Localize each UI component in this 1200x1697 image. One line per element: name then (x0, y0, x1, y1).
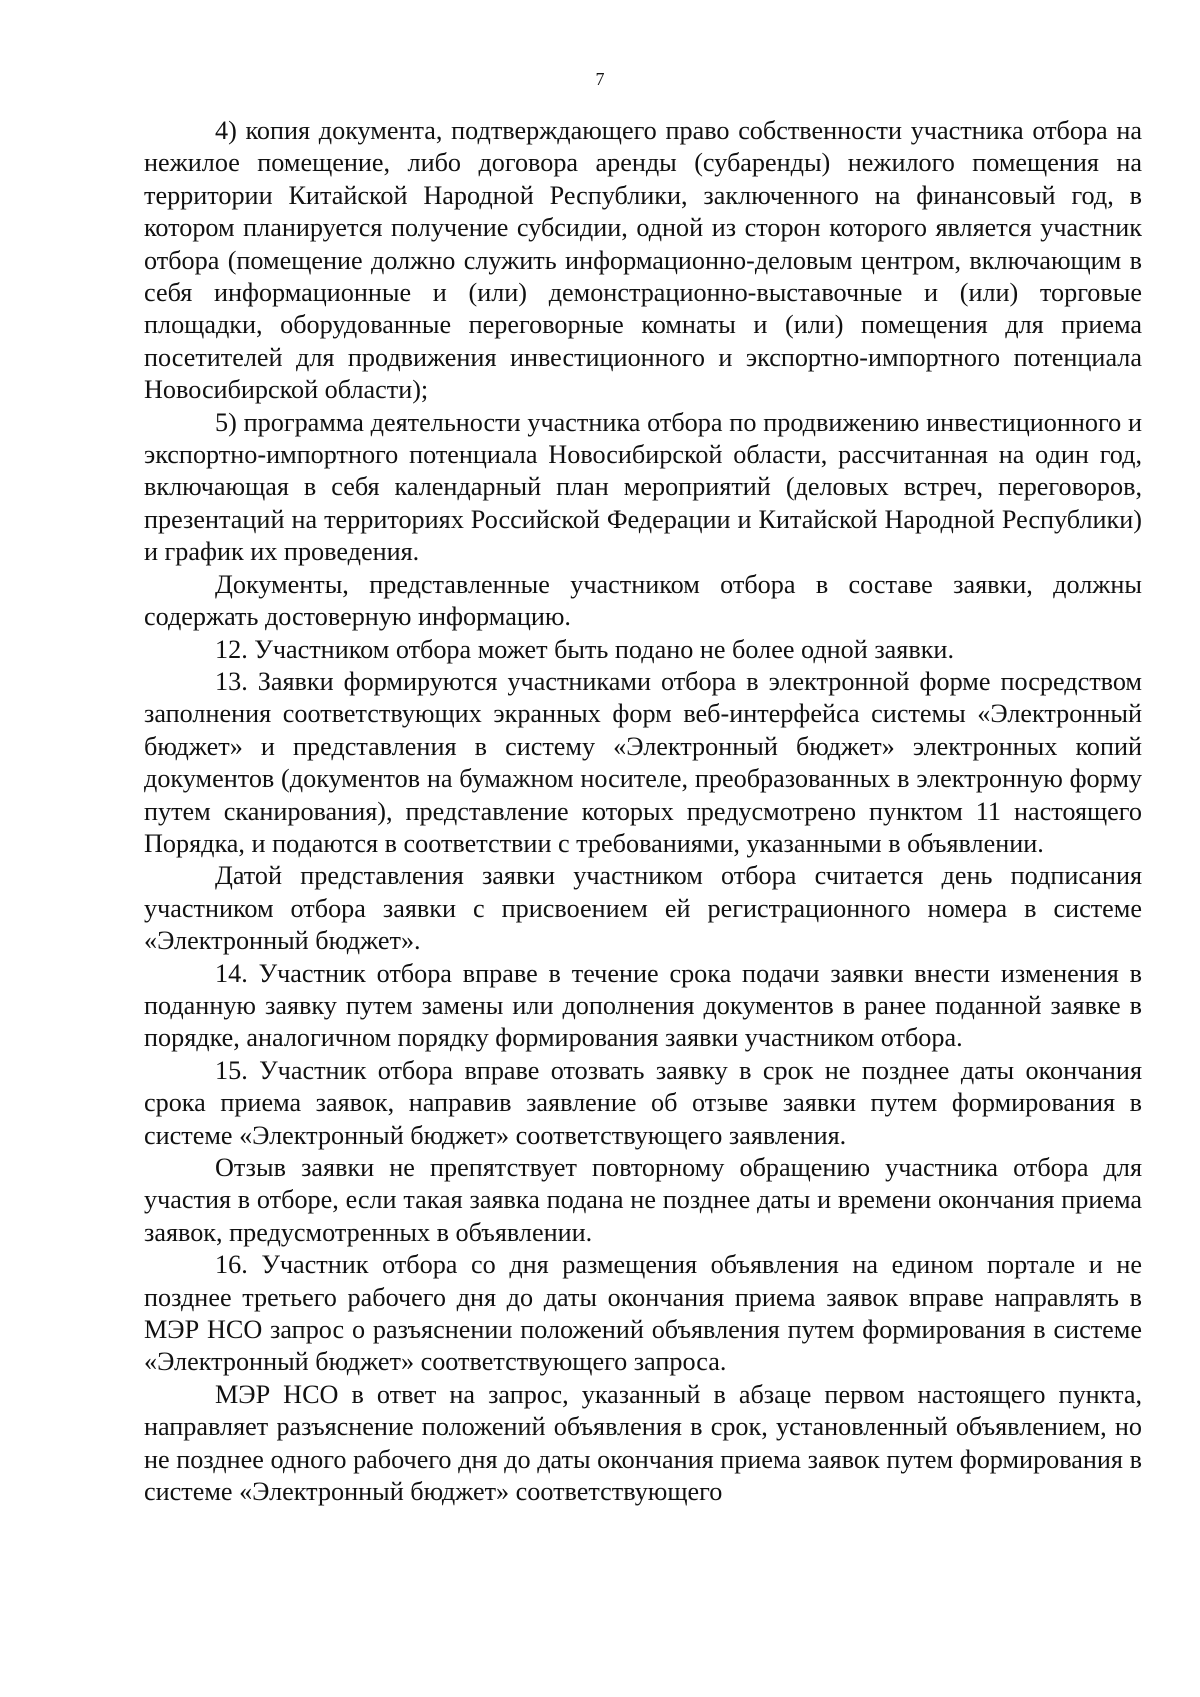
paragraph-item-4-lease-document: 4) копия документа, подтверждающего право собственности участника отбора на нежилое помещение, либо договора аренды (субаренды) нежилого помещения на территории Китайской Народной Республики, заключенного на финансовый год, в котором планируется получение субсидии, одной из сторон которого является участник отбора (помещение должно служить информационно-деловым центром, включающим в себя информационные и (или) демонстрационно-выставочные и (или) торговые площадки, оборудованные переговорные комнаты и (или) помещения для приема посетителей для продвижения инвестиционного и экспортно-импортного потенциала Новосибирской области); (144, 116, 1142, 405)
paragraph-documents-reliability: Документы, представленные участником отбора в составе заявки, должны содержать достоверную информацию. (144, 569, 1142, 632)
paragraph-item-5-activity-program: 5) программа деятельности участника отбора по продвижению инвестиционного и экспортно-импортного потенциала Новосибирской области, рассчитанная на один год, включающая в себя календарный план мероприятий (деловых встреч, переговоров, презентаций на территориях Российской Федерации и Китайской Народной Республики) и график их проведения. (144, 407, 1142, 567)
paragraph-clause-14: 14. Участник отбора вправе в течение срока подачи заявки внести изменения в поданную заявку путем замены или дополнения документов в ранее поданной заявке в порядке, аналогичном порядку формирования заявки участником отбора. (144, 958, 1142, 1053)
document-body (144, 115, 1142, 1508)
paragraph-clause-16: 16. Участник отбора со дня размещения объявления на едином портале и не позднее третьего рабочего дня до даты окончания приема заявок вправе направлять в МЭР НСО запрос о разъяснении положений объявления путем формирования в системе «Электронный бюджет» соответствующего запроса. (144, 1250, 1142, 1377)
page-number: 7 (595, 69, 605, 89)
paragraph-clause-15: 15. Участник отбора вправе отозвать заявку в срок не позднее даты окончания срока приема заявок, направив заявление об отзыве заявки путем формирования в системе «Электронный бюджет» соответствующего заявления. (144, 1055, 1142, 1150)
paragraph-submission-date: Датой представления заявки участником отбора считается день подписания участником отбора заявки с присвоением ей регистрационного номера в системе «Электронный бюджет». (144, 861, 1142, 956)
paragraph-clause-12: 12. Участником отбора может быть подано не более одной заявки. (215, 634, 954, 664)
paragraph-clause-13: 13. Заявки формируются участниками отбора в электронной форме посредством заполнения соответствующих экранных форм веб-интерфейса системы «Электронный бюджет» и представления в систему «Электронный бюджет» электронных копий документов (документов на бумажном носителе, преобразованных в электронную форму путем сканирования), представление которых предусмотрено пунктом 11 настоящего Порядка, и подаются в соответствии с требованиями, указанными в объявлении. (144, 666, 1142, 858)
paragraph-mer-nso-response: МЭР НСО в ответ на запрос, указанный в абзаце первом настоящего пункта, направляет разъяснение положений объявления в срок, установленный объявлением, но не позднее одного рабочего дня до даты окончания приема заявок путем формирования в системе «Электронный бюджет» соответствующего (144, 1379, 1142, 1507)
paragraph-withdrawal-note: Отзыв заявки не препятствует повторному обращению участника отбора для участия в отборе, если такая заявка подана не позднее даты и времени окончания приема заявок, предусмотренных в объявлении. (144, 1153, 1142, 1247)
